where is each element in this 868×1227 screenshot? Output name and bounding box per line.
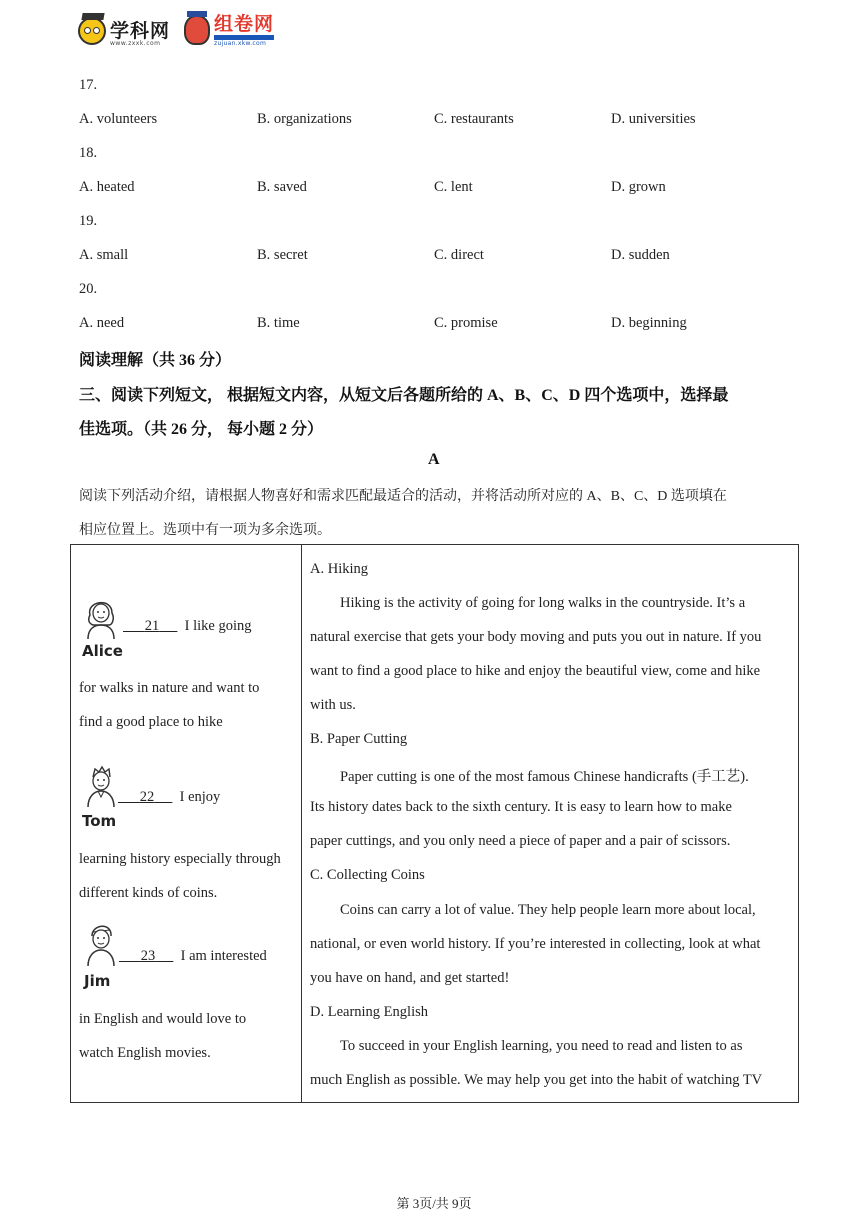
blank-number: 22 [139, 789, 155, 805]
option-d: D. grown [611, 179, 666, 195]
question-number: 18. [79, 145, 98, 161]
activity-text: national, or even world history. If you’re interested in collecting, look at what [310, 936, 761, 952]
activity-text: with us. [310, 697, 356, 713]
section-instruction: 三、阅读下列短文， 根据短文内容，从短文后各题所给的 A、B、C、D 四个选项中，选择最 [79, 387, 729, 404]
activity-text: you have on hand, and get started! [310, 970, 510, 986]
option-b: B. secret [257, 247, 308, 263]
activity-text: Hiking is the activity of going for long walks in the countryside. It’s a [340, 595, 746, 611]
section-heading: 阅读理解（共 36 分） [79, 352, 232, 369]
person-text: for walks in nature and want to [79, 680, 260, 696]
zxxk-logo [78, 14, 170, 48]
table-divider [301, 545, 302, 1102]
person-text: learning history especially through [79, 851, 281, 867]
activity-text: natural exercise that gets your body moving and puts you out in nature. If you [310, 629, 762, 645]
option-a: A. small [79, 247, 129, 263]
question-number: 19. [79, 213, 98, 229]
option-c: C. restaurants [434, 111, 514, 127]
person-text: in English and would love to [79, 1011, 247, 1027]
person-text: watch English movies. [79, 1045, 211, 1061]
answer-blank[interactable] [119, 948, 173, 964]
option-b: B. time [257, 315, 300, 331]
activity-text: Its history dates back to the sixth century. It is easy to learn how to make [310, 799, 732, 815]
person-text: find a good place to hike [79, 714, 223, 730]
logo1-sub: www.zxxk.com [110, 39, 161, 47]
zujuan-logo [184, 12, 274, 48]
logo1-text: 学科网 [110, 19, 171, 42]
person-text: I enjoy [179, 789, 221, 805]
blank-number: 21 [144, 618, 160, 634]
activity-text: want to find a good place to hike and enjoy the beautiful view, come and hike [310, 663, 761, 679]
person-name: Jim [84, 972, 111, 990]
part-label: A [428, 451, 440, 468]
activity-title: A. Hiking [310, 561, 368, 577]
activity-text: To succeed in your English learning, you need to read and listen to as [340, 1038, 743, 1054]
option-a: A. heated [79, 179, 135, 195]
person-text: I like going [184, 618, 252, 634]
jim-portrait-icon [82, 920, 120, 966]
activity-title: D. Learning English [310, 1004, 428, 1020]
option-d: D. universities [611, 111, 696, 127]
option-a: A. volunteers [79, 111, 158, 127]
activity-text: Paper cutting is one of the most famous Chinese handicrafts (手工艺). [340, 769, 749, 785]
matching-table [70, 544, 799, 1103]
section-instruction-cont: 佳选项。（共 26 分， 每小题 2 分） [79, 421, 324, 438]
question-number: 17. [79, 77, 98, 93]
intro-text-cont: 相应位置上。选项中有一项为多余选项。 [79, 523, 331, 538]
answer-blank[interactable] [118, 789, 172, 805]
logo2-sub: zujuan.xkw.com [214, 39, 267, 47]
option-c: C. direct [434, 247, 484, 263]
option-c: C. promise [434, 315, 498, 331]
person-name: Alice [82, 642, 123, 660]
question-number: 20. [79, 281, 98, 297]
activity-title: C. Collecting Coins [310, 867, 425, 883]
alice-portrait-icon [82, 593, 120, 639]
activity-text: much English as possible. We may help you get into the habit of watching TV [310, 1072, 763, 1088]
option-d: D. beginning [611, 315, 687, 331]
mascot-icon [78, 17, 106, 45]
activity-text: Coins can carry a lot of value. They help people learn more about local, [340, 902, 756, 918]
option-a: A. need [79, 315, 125, 331]
mascot-kid-icon [184, 15, 210, 45]
blank-number: 23 [140, 948, 156, 964]
option-d: D. sudden [611, 247, 670, 263]
person-name: Tom [82, 812, 117, 830]
tom-portrait-icon [82, 763, 120, 809]
option-c: C. lent [434, 179, 473, 195]
option-b: B. saved [257, 179, 307, 195]
option-b: B. organizations [257, 111, 352, 127]
intro-text: 阅读下列活动介绍，请根据人物喜好和需求匹配最适合的活动，并将活动所对应的 A、B、C、D 选项填在 [79, 489, 727, 504]
person-text: different kinds of coins. [79, 885, 218, 901]
page-footer: 第 3页/共 9页 [396, 1196, 472, 1211]
activity-title: B. Paper Cutting [310, 731, 408, 747]
person-text: I am interested [180, 948, 267, 964]
answer-blank[interactable] [123, 618, 177, 634]
activity-text: paper cuttings, and you only need a piece of paper and a pair of scissors. [310, 833, 731, 849]
logo2-text: 组卷网 [214, 12, 275, 35]
